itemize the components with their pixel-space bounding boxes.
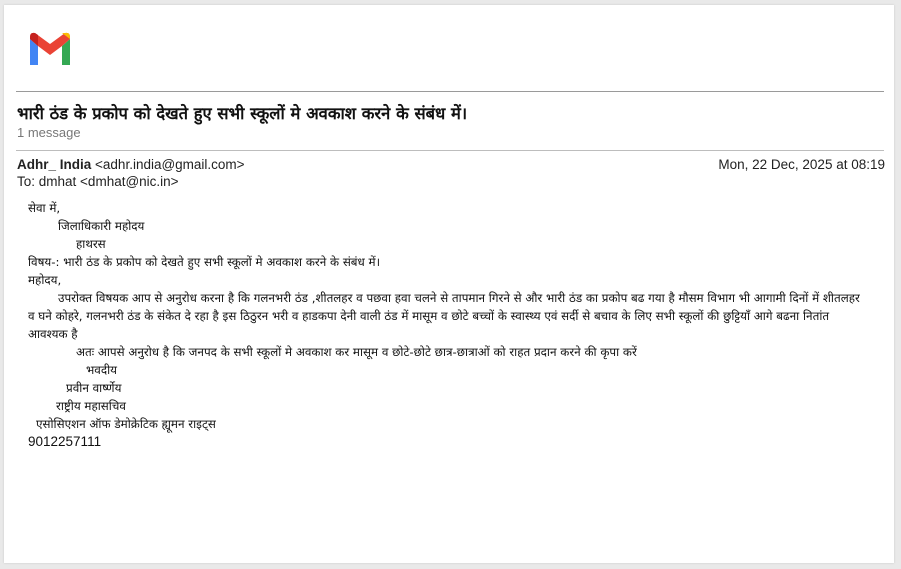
message-body <box>28 199 868 451</box>
message-divider <box>16 150 884 151</box>
body-request: अतः आपसे अनुरोध है कि जनपद के सभी स्कूलों मे अवकाश कर मासूम व छोटे-छोटे छात्र-छात्राओं को राहत प्रदान करने की कृपा करें <box>76 345 637 359</box>
signatory-title: राष्ट्रीय महासचिव <box>56 399 126 413</box>
recipient[interactable]: dmhat <dmhat@nic.in> <box>38 174 179 189</box>
recipient-line <box>17 174 179 189</box>
thread-subject: भारी ठंड के प्रकोप को देखते हुए सभी स्कूलों मे अवकाश करने के संबंध में। <box>17 104 468 123</box>
sender-name: Adhr_ India <box>17 157 92 172</box>
body-subject-line: विषय-: भारी ठंड के प्रकोप को देखते हुए सभी स्कूलों मे अवकाश करने के संबंध में। <box>28 255 381 269</box>
signatory-name: प्रवीन वार्ष्णेय <box>66 381 122 395</box>
message-count: 1 message <box>17 125 81 140</box>
email-print-page <box>4 5 894 563</box>
header-divider <box>16 91 884 92</box>
body-location: हाथरस <box>76 237 106 251</box>
gmail-logo-icon <box>26 29 74 69</box>
body-paragraph: उपरोक्त विषयक आप से अनुरोध करना है कि गलनभरी ठंड ,शीतलहर व पछवा हवा चलने से तापमान गिरने से और भारी ठंड का प्रकोप बढ गया है मौसम विभाग भी आगामी दिनों में शीतलहर व घने कोहरे, गलनभरी ठंड के संकेत दे रहा है इस ठिठुरन भरी व हाडकपा देनी वाली ठंड में मासूम व छोटे बच्चों के स्वास्थ्य एवं सर्दी से बचाव के लिए सभी स्कूलों की छुट्टियाँ आगे बढना नितांत आवश्यक है <box>28 291 860 341</box>
to-label: To: <box>17 174 36 189</box>
signatory-organization: एसोसिएशन ऑफ डेमोक्रेटिक ह्यूमन राइट्स <box>36 417 216 431</box>
body-greeting: महोदय, <box>28 273 62 287</box>
body-closing: भवदीय <box>86 363 118 377</box>
sender-line <box>17 157 245 172</box>
message-date: Mon, 22 Dec, 2025 at 08:19 <box>718 157 885 172</box>
sender-email[interactable]: <adhr.india@gmail.com> <box>95 157 245 172</box>
body-salutation: सेवा में, <box>28 201 61 215</box>
body-addressee: जिलाधिकारी महोदय <box>58 219 145 233</box>
signatory-phone: 9012257111 <box>28 434 102 449</box>
